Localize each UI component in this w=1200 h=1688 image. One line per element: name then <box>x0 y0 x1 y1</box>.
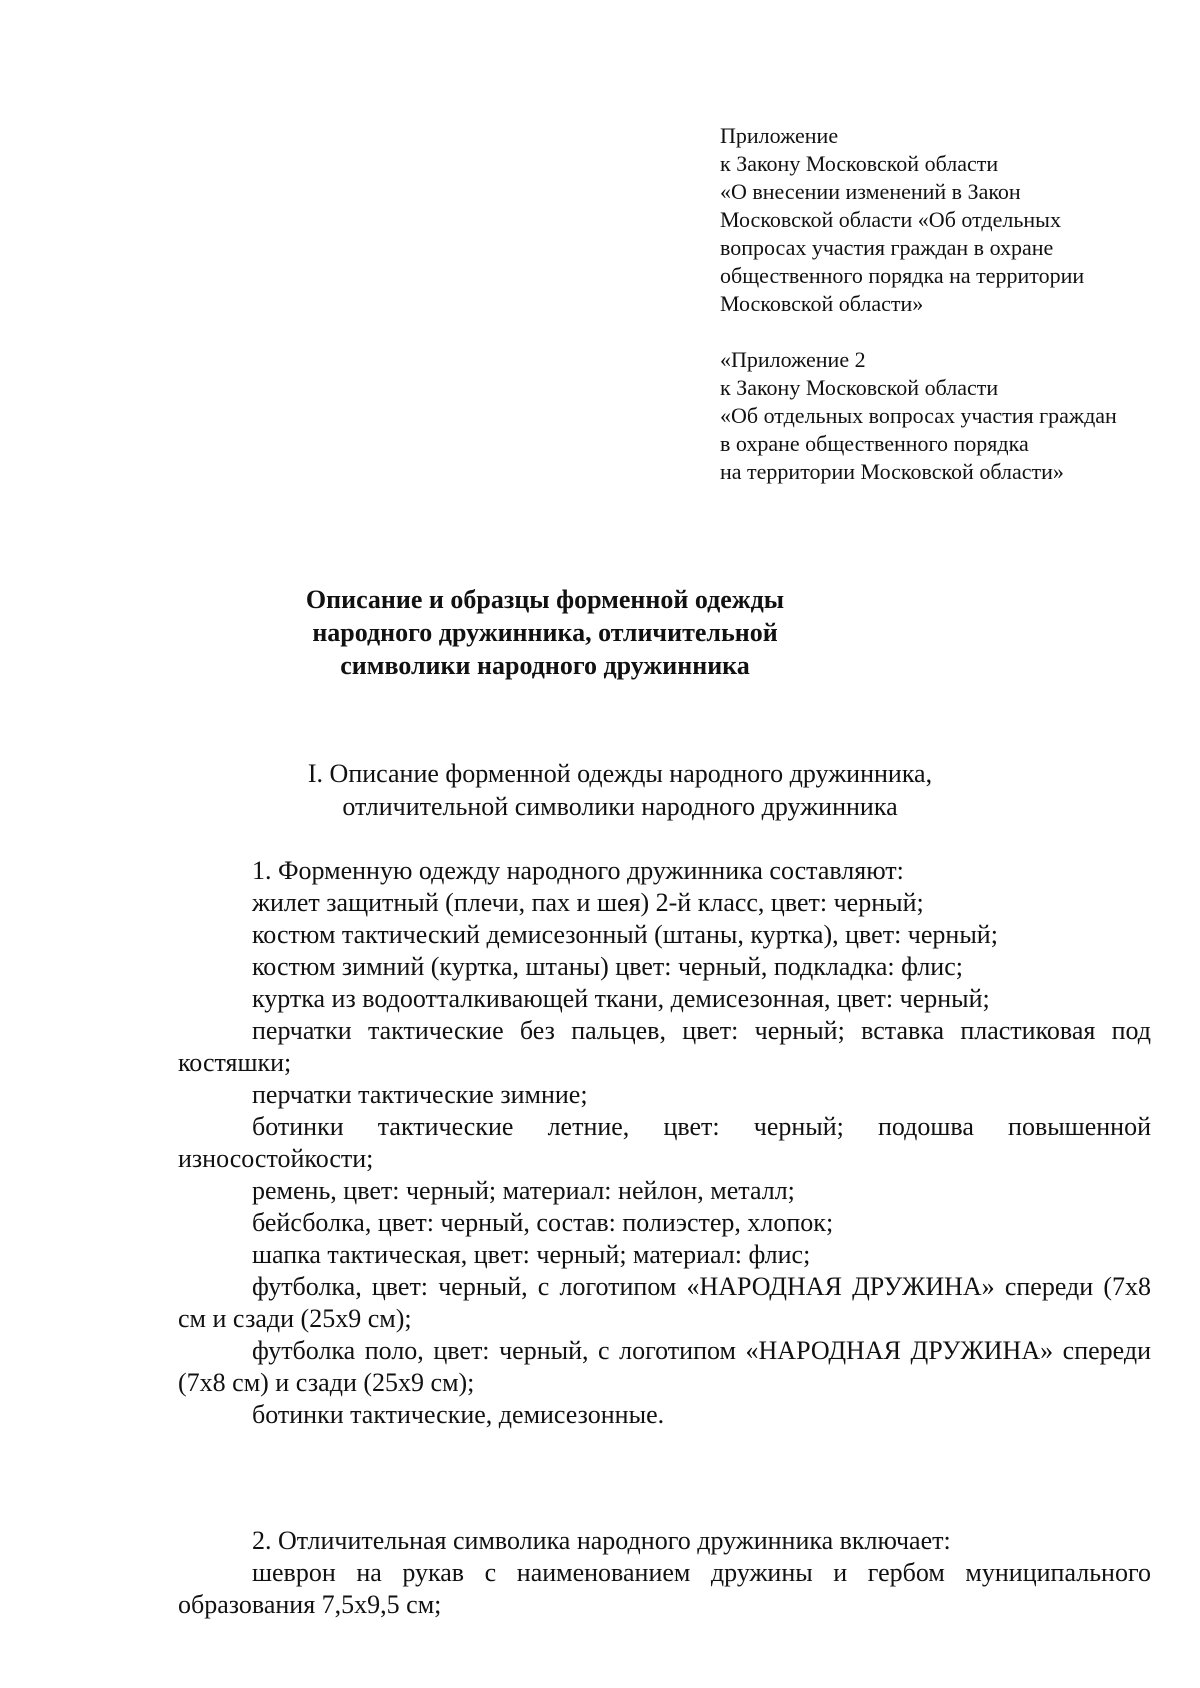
appendix-2-line: на территории Московской области» <box>720 459 1064 484</box>
appendix-2-line: в охране общественного порядка <box>720 431 1029 456</box>
list-item: 2. Отличительная символика народного дружинника включает: <box>252 1526 951 1555</box>
list-item: костюм тактический демисезонный (штаны, куртка), цвет: черный; <box>252 920 998 949</box>
appendix-2-line: «Приложение 2 <box>720 347 866 372</box>
appendix-2-line: к Закону Московской области <box>720 375 999 400</box>
list-item: бейсболка, цвет: черный, состав: полиэстер, хлопок; <box>252 1208 834 1237</box>
title-line: народного дружинника, отличительной <box>312 618 778 647</box>
list-item: ремень, цвет: черный; материал: нейлон, металл; <box>252 1176 795 1205</box>
section-heading-line: I. Описание форменной одежды народного дружинника, <box>307 759 933 788</box>
appendix-1-line: «О внесении изменений в Закон <box>720 179 1021 204</box>
list-item: ботинки тактические, демисезонные. <box>252 1400 665 1429</box>
title-line: символики народного дружинника <box>340 651 750 680</box>
list-item: костюм зимний (куртка, штаны) цвет: черный, подкладка: флис; <box>252 952 963 981</box>
list-item: футболка, цвет: черный, с логотипом «НАРОДНАЯ ДРУЖИНА» спереди (7х8 см и сзади (25х9 см); <box>178 1272 1151 1333</box>
uniform-list <box>178 855 1151 1431</box>
section-heading <box>250 757 990 823</box>
list-item: жилет защитный (плечи, пах и шея) 2-й класс, цвет: черный; <box>252 888 924 917</box>
list-item: 1. Форменную одежду народного дружинника составляют: <box>252 856 904 885</box>
appendix-1-line: Московской области «Об отдельных <box>720 207 1061 232</box>
appendix-2-line: «Об отдельных вопросах участия граждан <box>720 403 1117 428</box>
insignia-list <box>178 1525 1151 1621</box>
appendix-reference-1 <box>720 122 1180 318</box>
appendix-1-line: Московской области» <box>720 291 924 316</box>
list-item: ботинки тактические летние, цвет: черный; подошва повышенной износостойкости; <box>178 1112 1151 1173</box>
document-title <box>250 583 840 682</box>
list-item: перчатки тактические зимние; <box>252 1080 588 1109</box>
appendix-1-line: общественного порядка на территории <box>720 263 1085 288</box>
appendix-1-line: Приложение <box>720 123 839 148</box>
list-item: футболка поло, цвет: черный, с логотипом «НАРОДНАЯ ДРУЖИНА» спереди (7х8 см) и сзади (25х9 см); <box>178 1336 1151 1397</box>
list-item: шеврон на рукав с наименованием дружины и гербом муниципального образования 7,5х9,5 см; <box>178 1558 1151 1619</box>
section-heading-line: отличительной символики народного дружинника <box>342 792 898 821</box>
title-line: Описание и образцы форменной одежды <box>305 585 785 614</box>
appendix-reference-2 <box>720 346 1180 486</box>
list-item: куртка из водоотталкивающей ткани, демисезонная, цвет: черный; <box>252 984 990 1013</box>
list-item: шапка тактическая, цвет: черный; материал: флис; <box>252 1240 811 1269</box>
list-item: перчатки тактические без пальцев, цвет: черный; вставка пластиковая под костяшки; <box>178 1016 1151 1077</box>
appendix-1-line: к Закону Московской области <box>720 151 999 176</box>
appendix-1-line: вопросах участия граждан в охране <box>720 235 1054 260</box>
